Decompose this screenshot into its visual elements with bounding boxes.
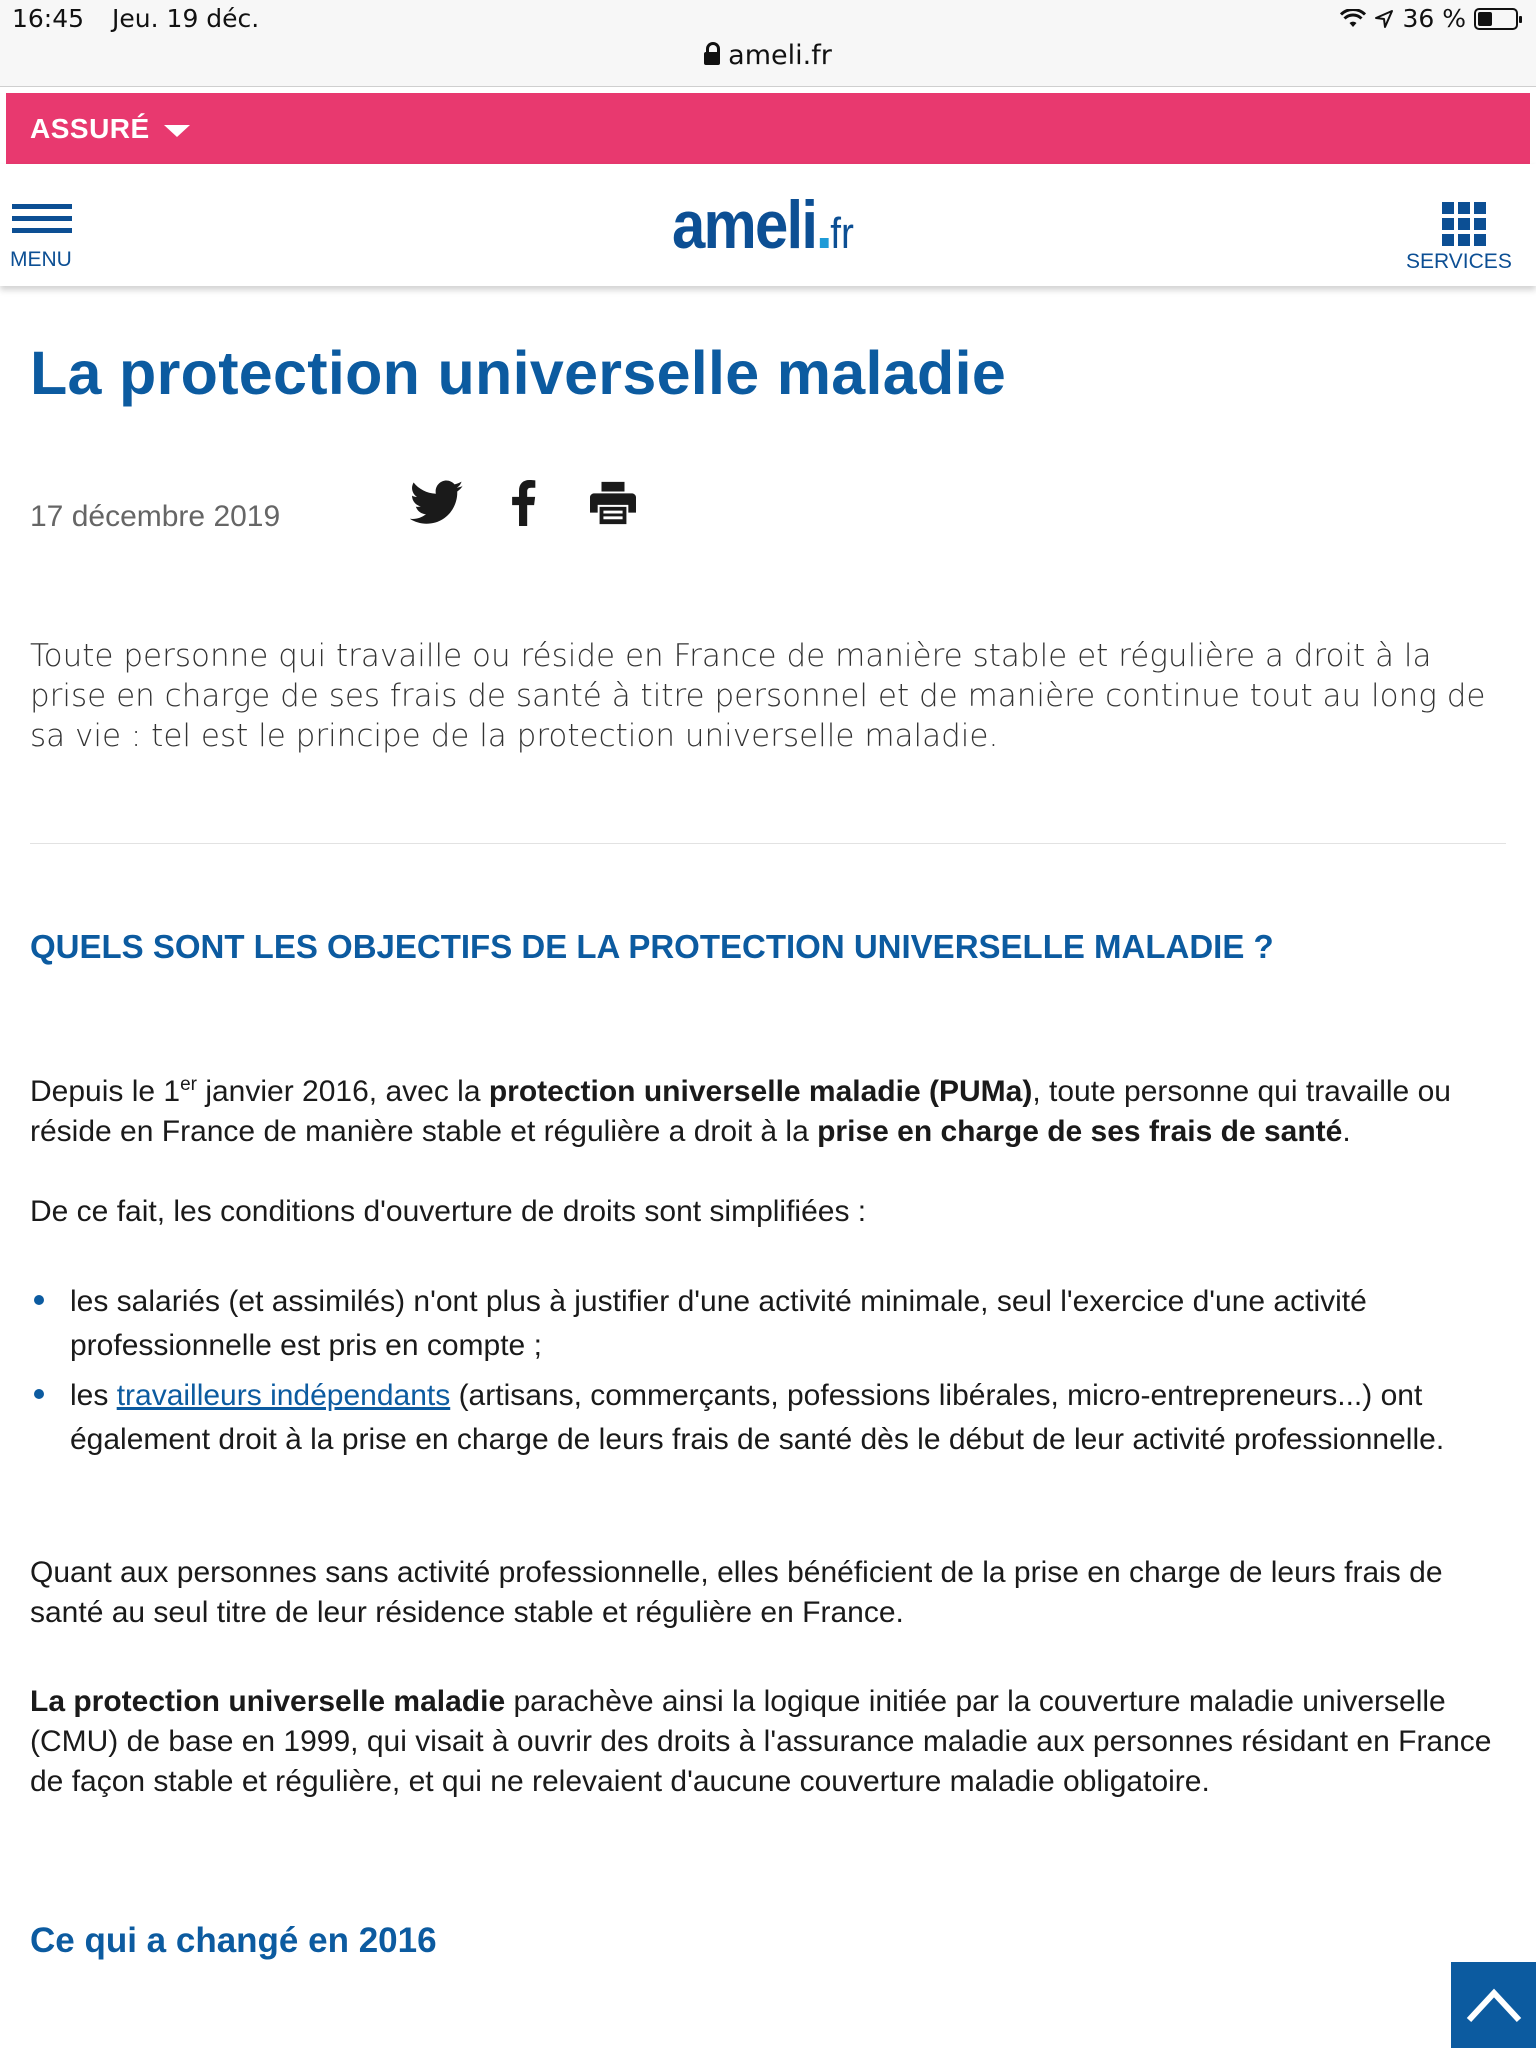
text: janvier 2016, avec la [197,1075,489,1108]
publication-date: 17 décembre 2019 [30,500,281,533]
page-title: La protection universelle maladie [30,339,1007,407]
wifi-icon [1340,9,1366,29]
text: . [1342,1115,1351,1148]
chevron-down-icon[interactable] [164,125,190,137]
audience-label[interactable]: ASSURÉ [30,113,150,144]
text: parachève ainsi la logique initiée par la couverture maladie universelle (CMU) de base en 1999, qui visait à ouvrir des droits à l'assurance maladie aux personnes résidant en France de façon stable et régulière, et qui ne relevaient d'aucune couverture maladie obligatoire. [30,1685,1492,1798]
text: Depuis le 1 [30,1075,181,1108]
status-indicators [1340,4,1518,33]
logo-tld: fr [830,209,854,258]
text: , toute personne qui travaille ou réside en France de manière stable et régulière a droit à la [30,1075,1451,1148]
list-item: les salariés (et assimilés) n'ont plus à justifier d'une activité minimale, seul l'exercice d'une activité professionnelle est pris en compte ; [30,1280,1520,1368]
chevron-up-icon[interactable] [1465,1984,1523,2024]
bold-text: La protection universelle maladie [30,1685,506,1718]
conditions-list [30,1280,1520,1468]
text: les [70,1379,117,1412]
services-button[interactable] [1406,202,1516,282]
menu-button[interactable] [10,204,80,274]
address-bar[interactable] [0,40,1536,71]
paragraph-no-activity: Quant aux personnes sans activité professionnelle, elles bénéficient de la prise en charge de leurs frais de santé au seul titre de leur résidence stable et régulière en France. [30,1556,1443,1629]
paragraph-cmu [30,1682,1520,1802]
print-icon[interactable] [590,480,636,526]
facebook-icon[interactable] [508,480,538,526]
back-to-top-button[interactable] [1451,1962,1536,2048]
audience-selector-bar[interactable] [6,93,1530,164]
lock-icon [704,52,720,65]
location-icon [1374,9,1394,29]
menu-label[interactable]: MENU [10,248,72,271]
status-time-date [12,4,287,33]
subheading-2016: Ce qui a changé en 2016 [30,1921,437,1960]
site-header [0,164,1536,286]
hamburger-icon[interactable] [12,204,72,240]
logo-main: ameli [672,187,817,263]
battery-icon [1474,8,1518,30]
ameli-logo[interactable] [672,186,854,264]
independent-workers-link[interactable]: travailleurs indépendants [116,1379,451,1412]
list-item [30,1374,1520,1462]
logo-dot [820,238,829,248]
status-date: Jeu. 19 déc. [112,4,260,33]
grid-icon[interactable] [1442,202,1486,246]
url-text: ameli.fr [728,40,832,71]
twitter-icon[interactable] [410,480,464,526]
paragraph-conditions: De ce fait, les conditions d'ouverture de droits sont simplifiées : [30,1195,867,1228]
paragraph-puma [30,1065,1520,1152]
bold-text: prise en charge de ses frais de santé [817,1115,1343,1148]
superscript: er [180,1074,197,1095]
status-time: 16:45 [12,4,85,33]
article-intro: Toute personne qui travaille ou réside en France de manière stable et régulière a droit à la prise en charge de ses frais de santé à titre personnel et de manière continue tout au long de sa vie : tel est le principe de la protection universelle maladie. [30,638,1486,754]
services-label[interactable]: SERVICES [1406,250,1512,273]
battery-percent: 36 % [1402,4,1466,33]
divider [30,843,1506,844]
text: (artisans, commerçants, pofessions libérales, micro-entrepreneurs...) ont également droit à la prise en charge de leurs frais de santé dès le début de leur activité professionnelle. [70,1379,1445,1456]
bold-text: protection universelle maladie (PUMa) [488,1075,1033,1108]
status-bar [0,0,1536,87]
section-heading: QUELS SONT LES OBJECTIFS DE LA PROTECTION UNIVERSELLE MALADIE ? [30,928,1274,965]
